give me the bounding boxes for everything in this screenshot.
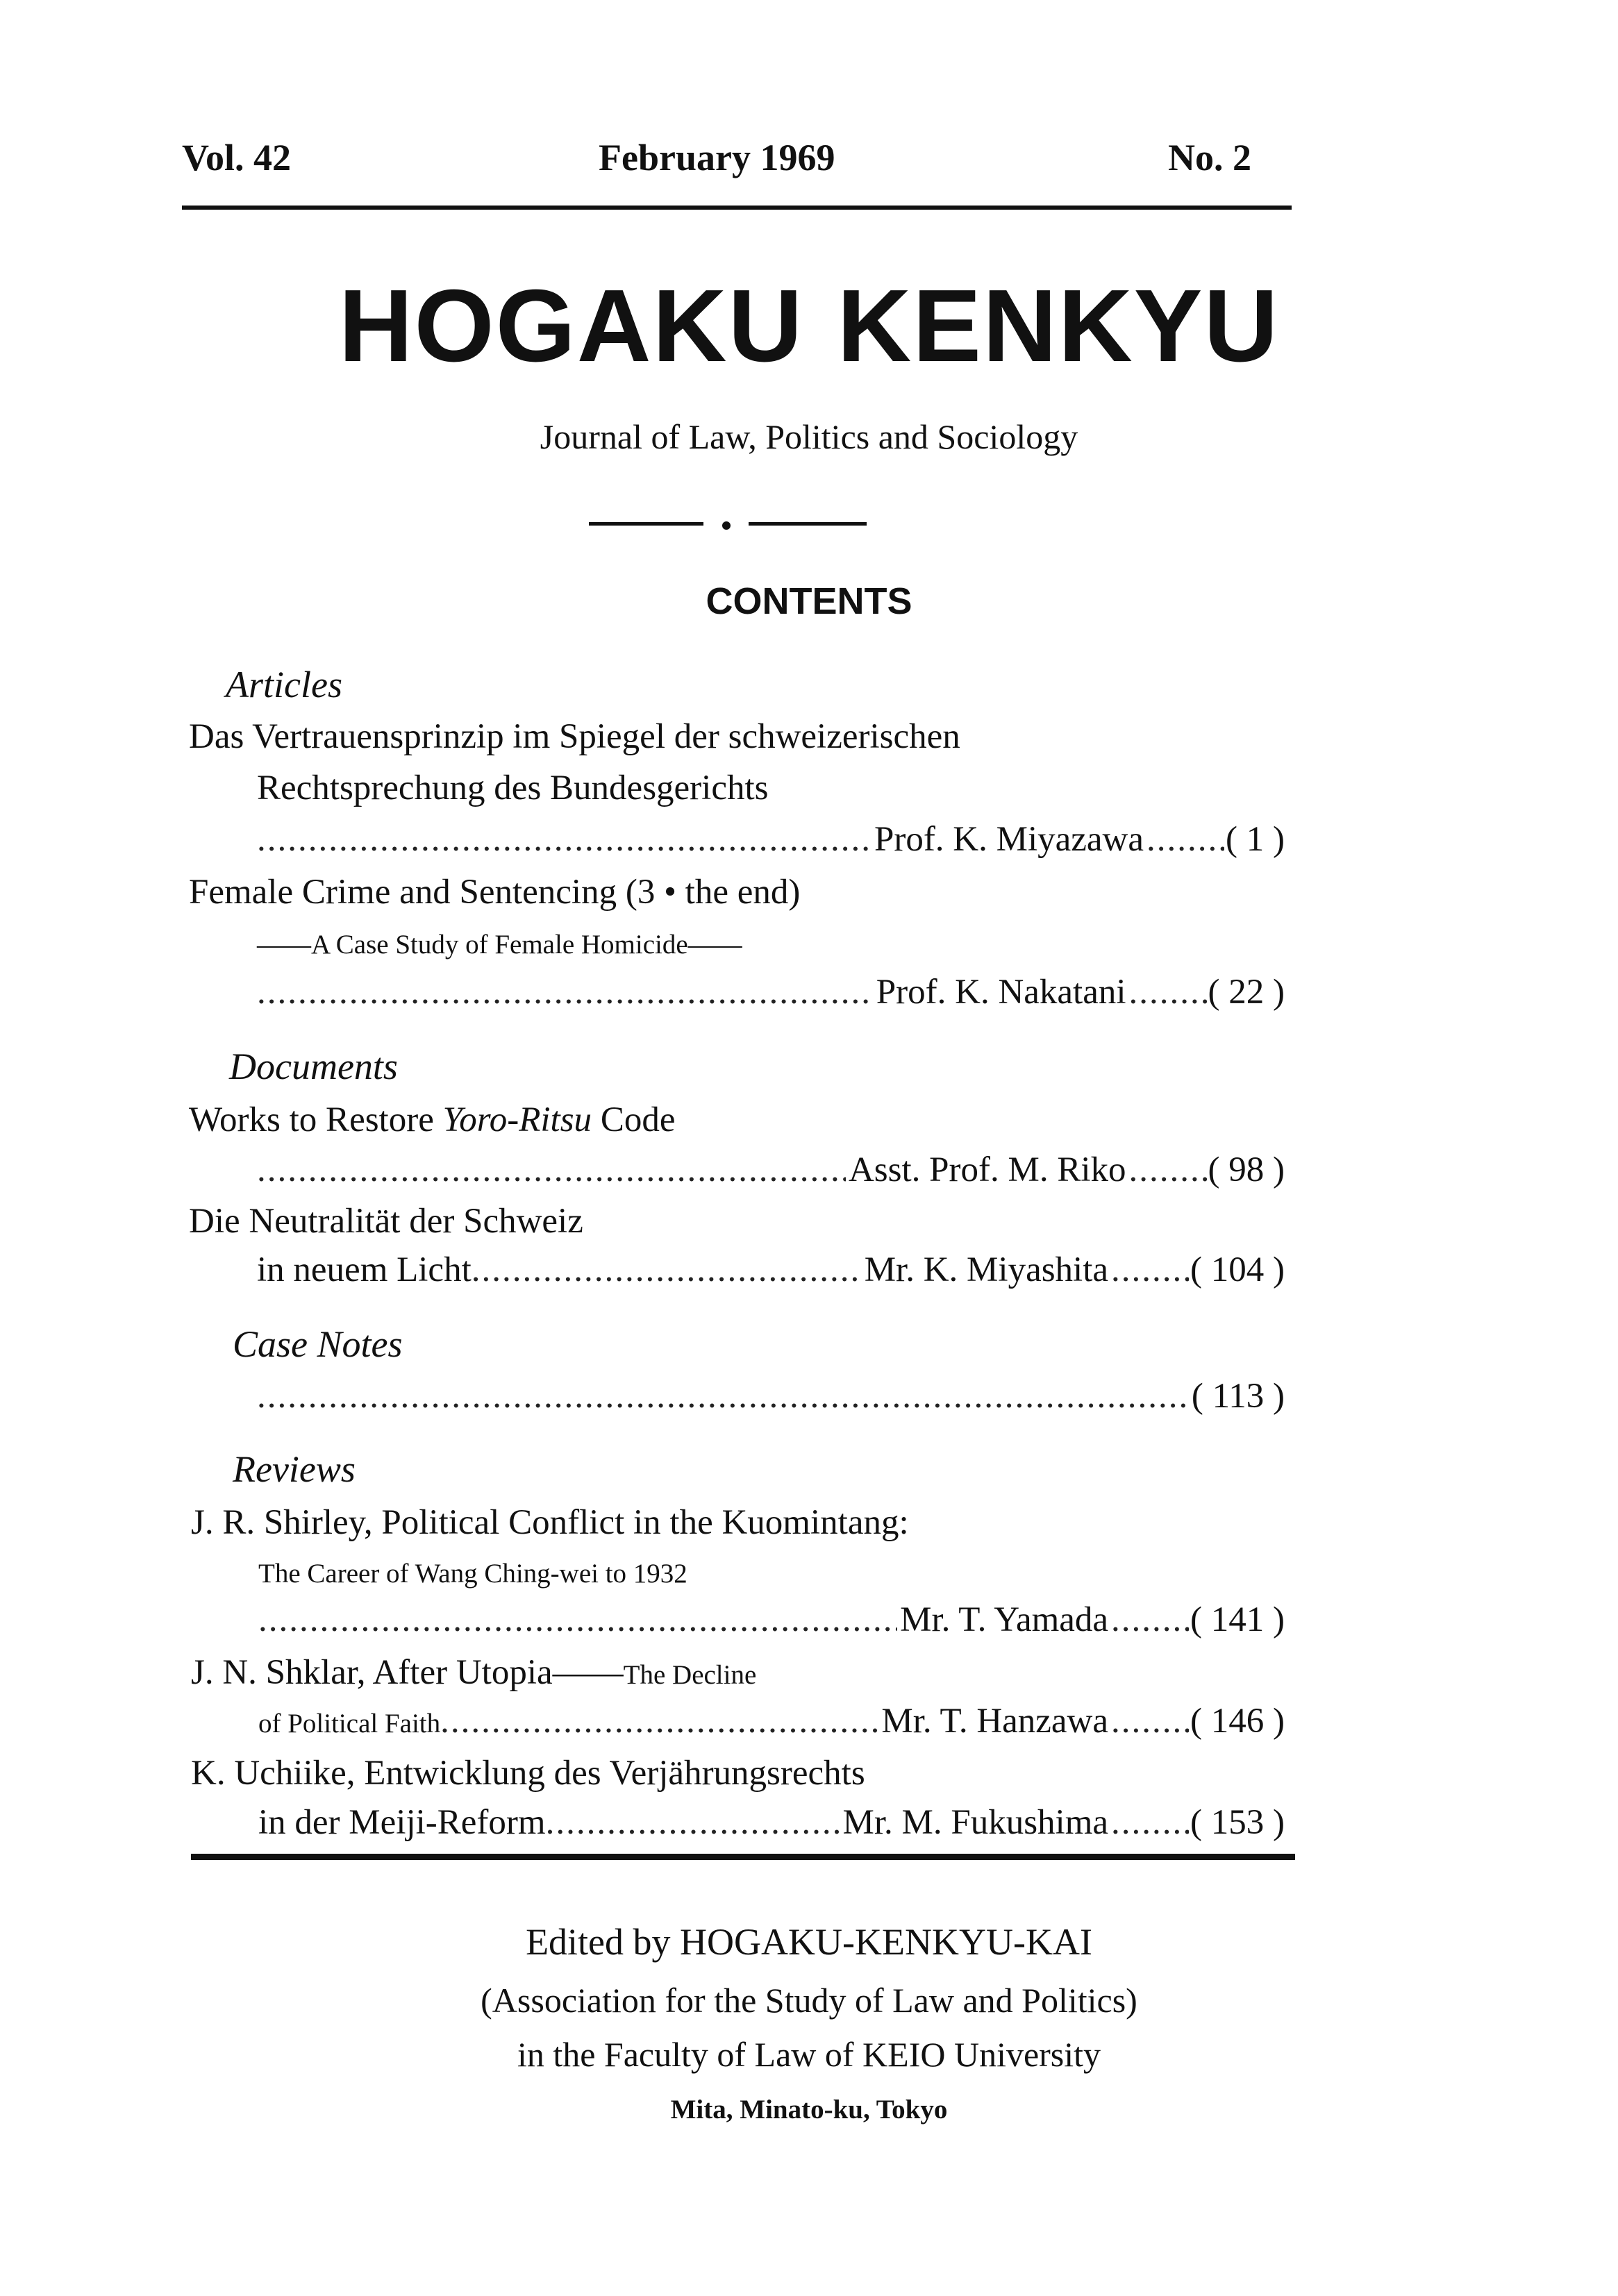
footer-rule bbox=[191, 1854, 1295, 1860]
leader-dots bbox=[546, 1802, 840, 1843]
leader-dots bbox=[257, 1150, 846, 1190]
document-1-entry bbox=[257, 1150, 1285, 1190]
review-1-subtitle: The Career of Wang Ching-wei to 1932 bbox=[258, 1559, 687, 1589]
journal-subtitle: Journal of Law, Politics and Sociology bbox=[540, 417, 1078, 456]
review-1-entry bbox=[258, 1600, 1285, 1640]
leader-dots bbox=[257, 972, 874, 1012]
review-2-author: Mr. T. Hanzawa bbox=[881, 1702, 1109, 1741]
article-2-entry bbox=[257, 972, 1285, 1012]
address-line: Mita, Minato-ku, Tokyo bbox=[670, 2095, 948, 2125]
review-1-title: J. R. Shirley, Political Conflict in the Kuomintang: bbox=[191, 1503, 909, 1542]
document-2-entry bbox=[257, 1250, 1285, 1290]
document-1-title bbox=[189, 1100, 675, 1140]
leader-dots bbox=[1129, 972, 1207, 1012]
review-3-author: Mr. M. Fukushima bbox=[842, 1803, 1109, 1842]
leader-dots bbox=[257, 819, 871, 860]
review-3-title-cont: in der Meiji-Reform bbox=[258, 1803, 546, 1842]
case-notes-entry bbox=[257, 1376, 1285, 1416]
case-notes-page: ( 113 ) bbox=[1191, 1377, 1285, 1416]
leader-dots bbox=[1129, 1150, 1207, 1190]
edited-by-line bbox=[0, 1920, 1618, 1963]
article-2-subtitle: ——A Case Study of Female Homicide—— bbox=[257, 930, 742, 960]
issue-number: No. 2 bbox=[1168, 137, 1251, 178]
review-2-title bbox=[191, 1652, 756, 1693]
review-1-page: ( 141 ) bbox=[1190, 1600, 1285, 1639]
leader-dots bbox=[1146, 819, 1224, 860]
header-rule bbox=[182, 206, 1292, 210]
review-2-title-cont: of Political Faith bbox=[258, 1709, 441, 1738]
contents-heading: CONTENTS bbox=[706, 580, 912, 622]
document-1-title-italic: Yoro-Ritsu bbox=[442, 1100, 592, 1139]
document-1-author: Asst. Prof. M. Riko bbox=[848, 1150, 1126, 1189]
article-2-author: Prof. K. Nakatani bbox=[876, 973, 1126, 1012]
review-2-title-b: The Decline bbox=[623, 1660, 757, 1690]
section-heading-case-notes: Case Notes bbox=[233, 1323, 403, 1365]
article-1-page: ( 1 ) bbox=[1226, 820, 1285, 859]
review-3-title: K. Uchiike, Entwicklung des Verjährungsrechts bbox=[191, 1754, 865, 1793]
article-1-title: Das Vertrauensprinzip im Spiegel der schweizerischen bbox=[189, 717, 960, 756]
leader-dots bbox=[258, 1600, 897, 1640]
article-1-entry bbox=[257, 819, 1285, 860]
review-2-page: ( 146 ) bbox=[1190, 1702, 1285, 1741]
leader-dots bbox=[472, 1250, 862, 1290]
leader-dots bbox=[1111, 1600, 1189, 1640]
document-2-author: Mr. K. Miyashita bbox=[864, 1250, 1109, 1289]
document-1-page: ( 98 ) bbox=[1208, 1150, 1285, 1189]
review-2-entry bbox=[258, 1701, 1285, 1741]
article-1-title-cont: Rechtsprechung des Bundesgerichts bbox=[257, 769, 769, 807]
section-heading-documents: Documents bbox=[229, 1046, 398, 1087]
document-1-title-c: Code bbox=[592, 1100, 676, 1139]
section-heading-reviews: Reviews bbox=[233, 1448, 356, 1490]
association-line: (Association for the Study of Law and Politics) bbox=[481, 1981, 1137, 2020]
edited-by-prefix: Edited by bbox=[526, 1921, 671, 1963]
journal-title-part2: KENKYU bbox=[837, 269, 1280, 383]
review-2-title-a: J. N. Shklar, After Utopia—— bbox=[191, 1653, 624, 1692]
section-heading-articles: Articles bbox=[226, 664, 342, 705]
issue-date: February 1969 bbox=[599, 137, 835, 178]
document-2-title: Die Neutralität der Schweiz bbox=[189, 1202, 583, 1241]
document-2-title-cont: in neuem Licht bbox=[257, 1250, 472, 1289]
review-1-author: Mr. T. Yamada bbox=[900, 1600, 1109, 1639]
review-3-entry bbox=[258, 1802, 1285, 1843]
journal-title-part1: HOGAKU bbox=[338, 269, 804, 383]
article-2-title: Female Crime and Sentencing (3 • the end) bbox=[189, 873, 801, 912]
leader-dots bbox=[1111, 1701, 1189, 1741]
document-2-page: ( 104 ) bbox=[1190, 1250, 1285, 1289]
article-1-author: Prof. K. Miyazawa bbox=[874, 820, 1144, 859]
leader-dots bbox=[257, 1376, 1190, 1416]
article-2-page: ( 22 ) bbox=[1208, 973, 1285, 1012]
journal-title bbox=[0, 267, 1618, 385]
leader-dots bbox=[1111, 1802, 1189, 1843]
leader-dots bbox=[1111, 1250, 1189, 1290]
editor-name: HOGAKU-KENKYU-KAI bbox=[680, 1921, 1092, 1963]
leader-dots bbox=[440, 1701, 878, 1741]
review-3-page: ( 153 ) bbox=[1190, 1803, 1285, 1842]
faculty-line: in the Faculty of Law of KEIO University bbox=[517, 2035, 1101, 2074]
document-1-title-a: Works to Restore bbox=[189, 1100, 443, 1139]
ornament-divider bbox=[589, 517, 867, 530]
volume-number: Vol. 42 bbox=[182, 137, 292, 178]
